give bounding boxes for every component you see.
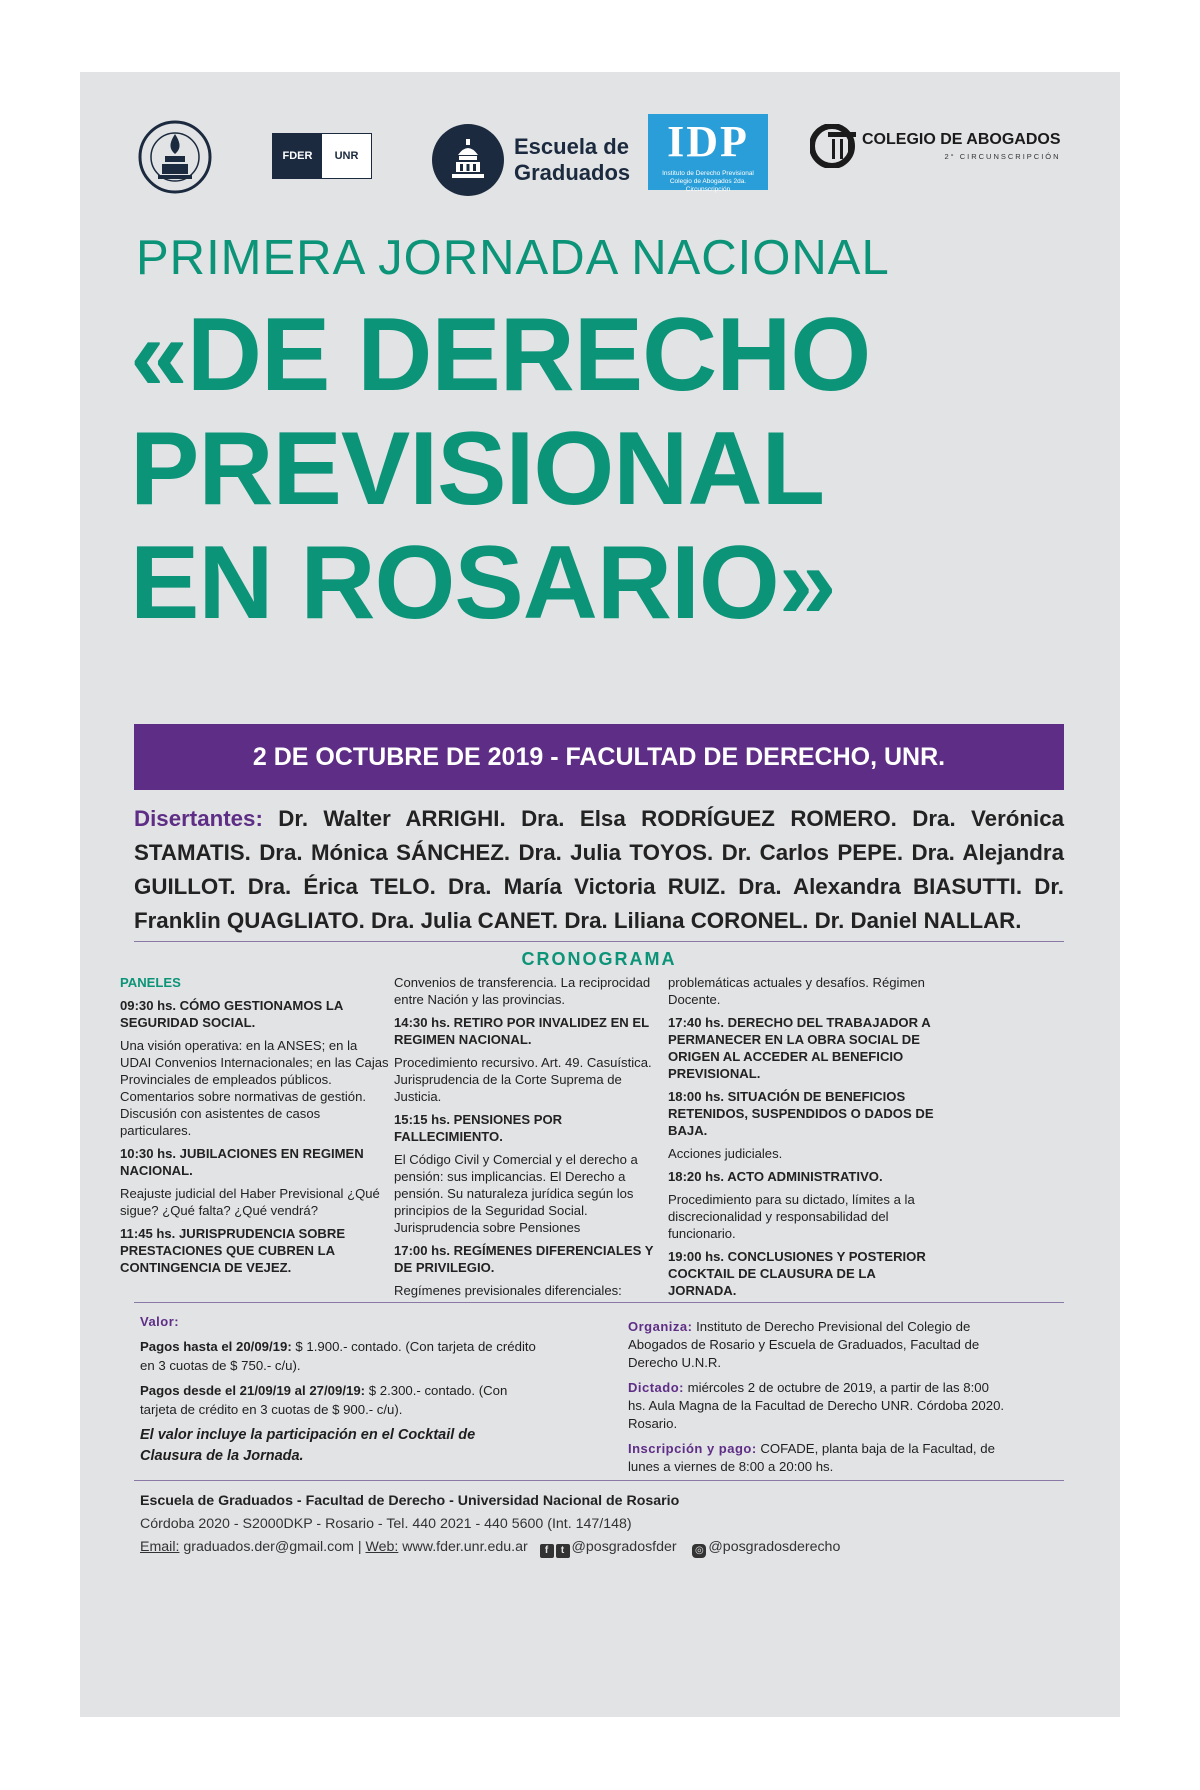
organiza-label: Organiza:: [628, 1319, 693, 1334]
column-icon: [810, 124, 856, 168]
speakers: [134, 802, 1064, 938]
colegio-main: COLEGIO DE ABOGADOS: [862, 131, 1061, 148]
pago2-text: $ 2.300.- contado. (Con tarjeta de crédito en 3 cuotas de $ 900.- c/u).: [140, 1383, 508, 1417]
idp-logo: [648, 114, 768, 193]
schedule-text: Procedimiento recursivo. Art. 49. Casuística. Jurisprudencia de la Corte Suprema de Justicia.: [394, 1055, 652, 1104]
schedule-heading: 18:00 hs. SITUACIÓN DE BENEFICIOS RETENIDOS, SUSPENDIDOS O DADOS DE BAJA.: [668, 1089, 934, 1138]
escuela-line1: Escuela de: [514, 134, 629, 159]
email-link[interactable]: graduados.der@gmail.com |: [179, 1539, 366, 1555]
pago2-label: Pagos desde el 21/09/19 al 27/09/19:: [140, 1383, 366, 1398]
schedule-text: Procedimiento para su dictado, límites a la discrecionalidad y responsabilidad del funcionario.: [668, 1192, 915, 1241]
poster: [80, 72, 1120, 1717]
escuela-graduados-logo: [432, 124, 630, 196]
inscripcion-text: COFADE, planta baja de la Facultad, de lunes a viernes de 8:00 a 20:00 hs.: [628, 1441, 995, 1474]
pago1-text: $ 1.900.- contado. (Con tarjeta de crédito en 3 cuotas de $ 750.- c/u).: [140, 1339, 536, 1373]
schedule-text: Regímenes previsionales diferenciales:: [394, 1283, 622, 1298]
logo-strip: [120, 112, 1080, 222]
valor-section: [140, 1312, 540, 1473]
divider: [134, 1480, 1064, 1481]
divider: [134, 941, 1064, 942]
organiza-section: [628, 1318, 1008, 1483]
valor-label: Valor:: [140, 1314, 180, 1329]
fder-unr-logo: [272, 133, 372, 179]
main-title-line2: PREVISIONAL: [130, 411, 824, 527]
fder-label: FDER: [273, 134, 322, 178]
footer-line3: [140, 1536, 1080, 1559]
schedule-col-1: [120, 974, 390, 1282]
paneles-label: PANELES: [120, 975, 181, 990]
footer-line1: Escuela de Graduados - Facultad de Derecho - Universidad Nacional de Rosario: [140, 1493, 680, 1509]
schedule-text: Reajuste judicial del Haber Previsional ¿Qué sigue? ¿Qué falta? ¿Qué vendrá?: [120, 1186, 380, 1218]
schedule-text: problemáticas actuales y desafíos. Régimen Docente.: [668, 975, 925, 1007]
email-label: Email:: [140, 1539, 180, 1555]
unr-label: UNR: [334, 150, 359, 162]
schedule-heading: 17:00 hs. REGÍMENES DIFERENCIALES Y DE PRIVILEGIO.: [394, 1243, 654, 1275]
colegio-abogados-logo: [810, 124, 1061, 168]
instagram-icon: ◎: [692, 1544, 706, 1558]
schedule-col-3: [668, 974, 938, 1305]
schedule-heading: 14:30 hs. RETIRO POR INVALIDEZ EN EL REGIMEN NACIONAL.: [394, 1015, 649, 1047]
dictado-text: miércoles 2 de octubre de 2019, a partir de las 8:00 hs. Aula Magna de la Facultad de Derecho UNR. Córdoba 2020. Rosario.: [628, 1380, 1005, 1431]
schedule-text: Convenios de transferencia. La reciprocidad entre Nación y las provincias.: [394, 975, 651, 1007]
speakers-label: Disertantes:: [134, 806, 263, 831]
twitter-icon: t: [556, 1544, 570, 1558]
unr-seal-logo: [138, 120, 212, 194]
idp-small1: Instituto de Derecho Previsional: [662, 170, 754, 177]
speakers-text: Dr. Walter ARRIGHI. Dra. Elsa RODRÍGUEZ ROMERO. Dra. Verónica STAMATIS. Dra. Mónica SÁNCHEZ. Dra. Julia TOYOS. Dr. Carlos PEPE. Dra. Alejandra GUILLOT. Dra. Érica TELO. Dra. María Victoria RUIZ. Dra. Alexandra BIASUTTI. Dr. Franklin QUAGLIATO. Dra. Julia CANET. Dra. Liliana CORONEL. Dr. Daniel NALLAR.: [134, 806, 1064, 933]
ig-handle[interactable]: @posgradosderecho: [708, 1539, 841, 1555]
schedule-heading: 17:40 hs. DERECHO DEL TRABAJADOR A PERMANECER EN LA OBRA SOCIAL DE ORIGEN AL ACCEDER AL BENEFICIO PREVISIONAL.: [668, 1015, 931, 1081]
organiza-text: Instituto de Derecho Previsional del Colegio de Abogados de Rosario y Escuela de Graduados, Facultad de Derecho U.N.R.: [628, 1319, 980, 1370]
schedule-heading: 15:15 hs. PENSIONES POR FALLECIMIENTO.: [394, 1112, 563, 1144]
pago1-label: Pagos hasta el 20/09/19:: [140, 1339, 292, 1354]
date-bar: 2 DE OCTUBRE DE 2019 - FACULTAD DE DERECHO, UNR.: [134, 724, 1064, 790]
schedule-heading: 18:20 hs. ACTO ADMINISTRATIVO.: [668, 1169, 883, 1184]
schedule-text: El Código Civil y Comercial y el derecho a pensión: sus implicancias. El Derecho a pensión. Su naturaleza jurídica según los principios de la Seguridad Social. Jurisprudencia sobre Pensiones: [394, 1152, 638, 1235]
schedule-col-2: [394, 974, 664, 1305]
footer: [140, 1490, 1080, 1559]
schedule-text: Una visión operativa: en la ANSES; en la UDAI Convenios Internacionales; en las Cajas Provinciales de empleados públicos. Comentarios sobre normativas de gestión. Discusión con asistentes de casos particulares.: [120, 1038, 389, 1138]
web-link[interactable]: www.fder.unr.edu.ar: [398, 1539, 528, 1555]
schedule-heading: 11:45 hs. JURISPRUDENCIA SOBRE PRESTACIONES QUE CUBREN LA CONTINGENCIA DE VEJEZ.: [120, 1226, 346, 1275]
idp-big: IDP: [667, 117, 749, 166]
footer-line2: Córdoba 2020 - S2000DKP - Rosario - Tel. 440 2021 - 440 5600 (Int. 147/148): [140, 1516, 632, 1532]
idp-small2: Colegio de Abogados 2da. Circunscripción: [669, 178, 747, 193]
pre-title: PRIMERA JORNADA NACIONAL: [136, 231, 890, 285]
web-label: Web:: [365, 1539, 399, 1555]
divider: [134, 1302, 1064, 1303]
schedule-text: Acciones judiciales.: [668, 1146, 783, 1161]
main-title-line1: «DE DERECHO: [130, 297, 871, 413]
inscripcion-label: Inscripción y pago:: [628, 1441, 757, 1456]
facebook-icon: f: [540, 1544, 554, 1558]
schedule-heading: 10:30 hs. JUBILACIONES EN REGIMEN NACIONAL.: [120, 1146, 364, 1178]
main-title-line3: EN ROSARIO»: [130, 525, 836, 641]
main-title: [130, 298, 1090, 640]
escuela-line2: Graduados: [514, 160, 631, 185]
fb-handle[interactable]: @posgradosfder: [571, 1539, 677, 1555]
valor-note: El valor incluye la participación en el Cocktail de Clausura de la Jornada.: [140, 1427, 476, 1464]
colegio-sub: 2° CIRCUNSCRIPCIÓN: [944, 152, 1061, 161]
building-icon: [432, 124, 504, 196]
schedule-heading: 09:30 hs. CÓMO GESTIONAMOS LA SEGURIDAD SOCIAL.: [120, 998, 343, 1030]
cronograma-title: CRONOGRAMA: [521, 949, 677, 969]
dictado-label: Dictado:: [628, 1380, 684, 1395]
schedule-heading: 19:00 hs. CONCLUSIONES Y POSTERIOR COCKTAIL DE CLAUSURA DE LA JORNADA.: [668, 1249, 926, 1298]
